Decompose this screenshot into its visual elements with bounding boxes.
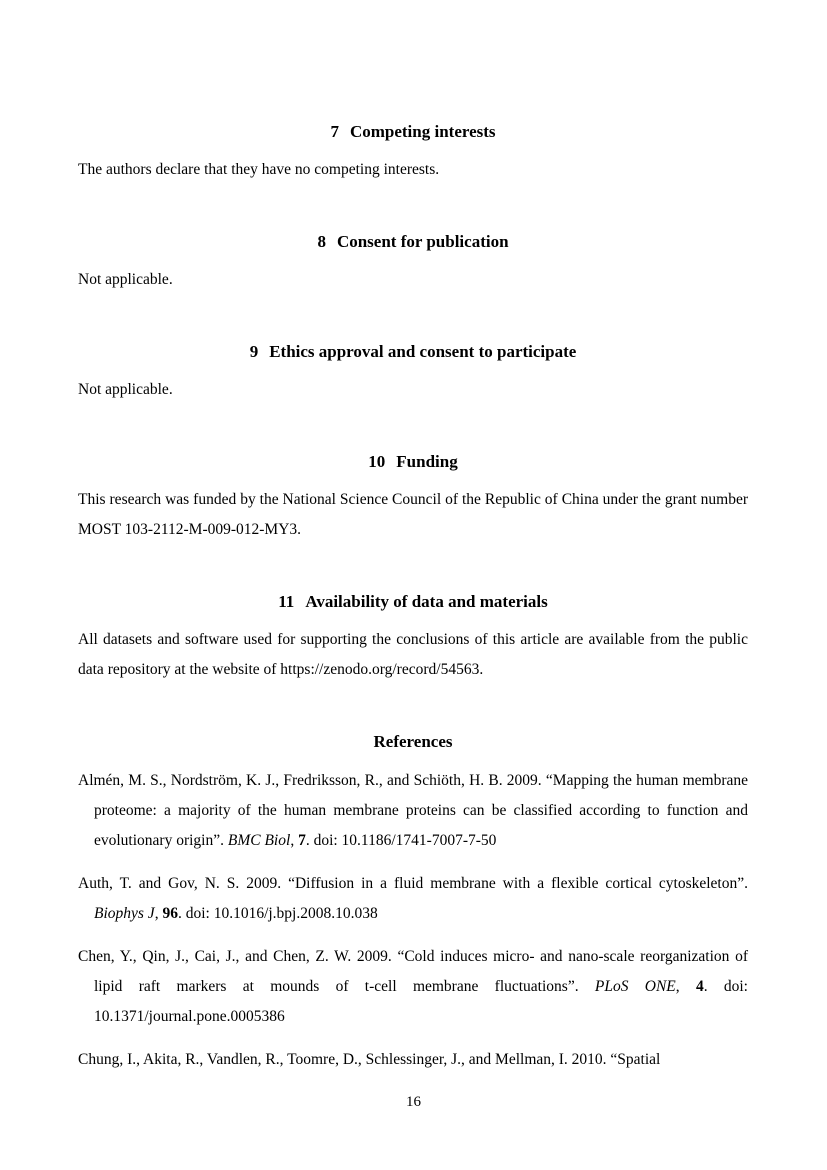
references-heading: References [373,732,453,751]
section-body-competing-interests: The authors declare that they have no competing interests. [78,161,440,178]
section-title: Ethics approval and consent to participate [269,342,577,361]
page-number: 16 [406,1094,421,1110]
section-number: 7 [330,122,339,141]
section-heading-data-availability [78,591,748,613]
section-title: Consent for publication [336,232,509,251]
section-title: Competing interests [349,122,496,141]
section-title: Availability of data and materials [305,592,548,611]
section-body-consent-publication: Not applicable. [78,271,173,288]
section-heading-funding [78,451,748,473]
section-number: 10 [368,452,386,471]
section-number: 8 [317,232,326,251]
reference-entry-almen: Almén, M. S., Nordström, K. J., Fredriksson, R., and Schiöth, H. B. 2009. “Mapping the human membrane proteome: a majority of the human membrane proteins can be classified according to function and evolutionary origin”. BMC Biol, 7. doi: 10.1186/1741-7007-7-50 [78,772,748,849]
reference-entry-auth: Auth, T. and Gov, N. S. 2009. “Diffusion in a fluid membrane with a flexible cortical cytoskeleton”. Biophys J, 96. doi: 10.1016/j.bpj.2008.10.038 [78,875,748,922]
section-heading-consent-publication [78,231,748,253]
section-heading-competing-interests [78,121,748,143]
reference-entry-chen: Chen, Y., Qin, J., Cai, J., and Chen, Z. W. 2009. “Cold induces micro- and nano-scale reorganization of lipid raft markers at mounds of t-cell membrane fluctuations”. PLoS ONE, 4. doi: 10.1371/journal.pone.0005386 [78,948,748,1025]
reference-entry-chung: Chung, I., Akita, R., Vandlen, R., Toomre, D., Schlessinger, J., and Mellman, I. 2010. “Spatial [78,1051,661,1068]
section-heading-ethics-approval [78,341,748,363]
section-number: 11 [278,592,295,611]
section-number: 9 [249,342,259,361]
section-title: Funding [396,452,458,471]
section-body-funding: This research was funded by the National Science Council of the Republic of China under the grant number MOST 103-2112-M-009-012-MY3. [78,491,748,538]
section-body-data-availability: All datasets and software used for supporting the conclusions of this article are available from the public data repository at the website of https://zenodo.org/record/54563. [78,631,748,678]
section-body-ethics-approval: Not applicable. [78,381,173,398]
